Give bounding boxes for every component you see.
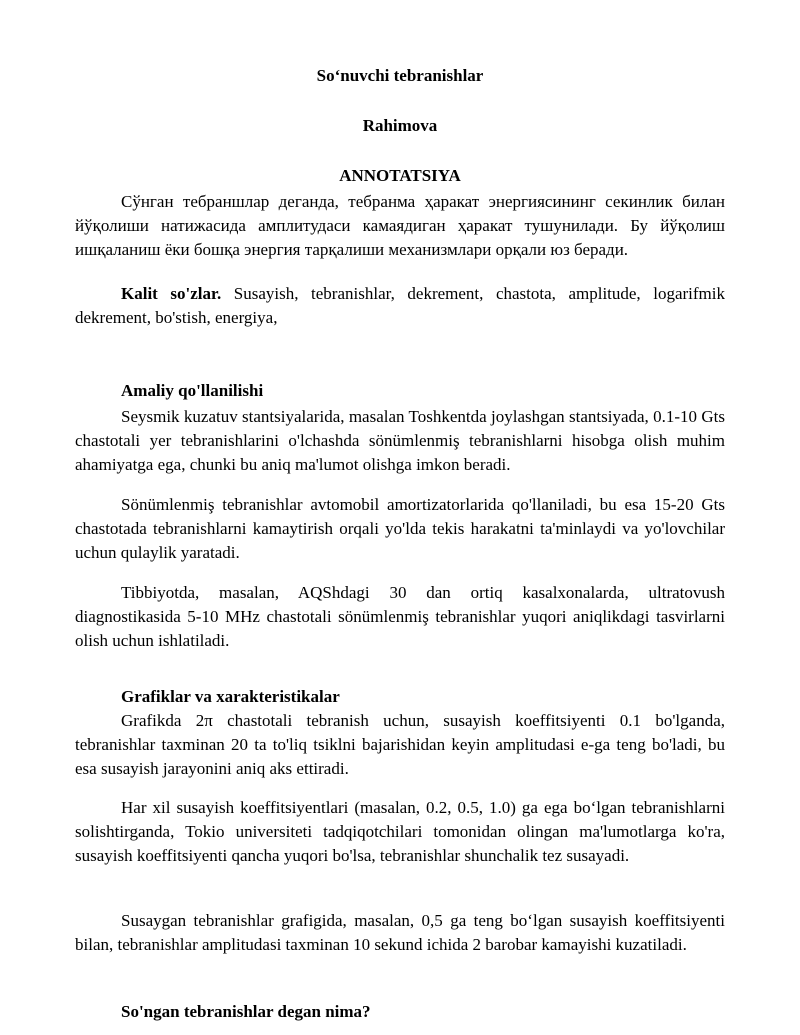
annotation-text: Сўнган тебраншлар деганда, тебранма ҳаракат энергиясининг секинлик билан йўқолиши натижасида амплитудаси камаядиган ҳаракат тушунилади. Бу йўқолиш ишқаланиш ёки бошқа энергия тарқалиши механизмлари орқали юз беради.: [75, 192, 725, 259]
document-author: Rahimova: [362, 116, 438, 135]
paragraph-automobile: Sönümlenmiş tebranishlar avtomobil amortizatorlarida qo'llaniladi, bu esa 15-20 Gts chastotada tebranishlarni kamaytirish orqali yo'lda tekis harakatni ta'minlaydi va yo'lovchilar uchun qulaylik yaratadi.: [75, 495, 725, 562]
section-heading-applications: Amaliy qo'llanilishi: [121, 381, 264, 400]
document-title: So‘nuvchi tebranishlar: [316, 66, 484, 85]
keywords-text: Susayish, tebranishlar, dekrement, chastota, amplitude, logarifmik dekrement, bo'stish, energiya,: [75, 284, 725, 327]
keywords-paragraph: [75, 282, 725, 330]
section-heading-definition: So'ngan tebranishlar degan nima?: [121, 1002, 371, 1021]
paragraph-medicine: Tibbiyotda, masalan, AQShdagi 30 dan ortiq kasalxonalarda, ultratovush diagnostikasida 5-10 MHz chastotali sönümlenmiş tebranishlar yuqori aniqlikdagi tasvirlarni olish uchun ishlatiladi.: [75, 583, 725, 650]
paragraph-graph-2pi: Grafikda 2π chastotali tebranish uchun, susayish koeffitsiyenti 0.1 bo'lganda, tebranishlar taxminan 20 ta to'liq tsiklni bajarishidan keyin amplitudasi e-ga teng bo'ladi, bu esa susayish jarayonini aniq aks ettiradi.: [75, 711, 725, 778]
paragraph-coefficients: Har xil susayish koeffitsiyentlari (masalan, 0.2, 0.5, 1.0) ga ega bo‘lgan tebranishlarni solishtirganda, Tokio universiteti tadqiqotchilari tomonidan olingan ma'lumotlarga ko'ra, susayish koeffitsiyenti qancha yuqori bo'lsa, tebranishlar shunchalik tez susayadi.: [75, 798, 725, 865]
keywords-label: Kalit so'zlar.: [121, 284, 222, 303]
paragraph-graph-half: Susaygan tebranishlar grafigida, masalan, 0,5 ga teng bo‘lgan susayish koeffitsiyenti bilan, tebranishlar amplitudasi taxminan 10 sekund ichida 2 barobar kamayishi kuzatiladi.: [75, 911, 725, 954]
paragraph-seismic: Seysmik kuzatuv stantsiyalarida, masalan Toshkentda joylashgan stantsiyada, 0.1-10 Gts chastotali yer tebranishlarini o'lchashda sönümlenmiş tebranishlarni hisobga olish muhim ahamiyatga ega, chunki bu aniq ma'lumot olishga imkon beradi.: [75, 407, 725, 474]
section-heading-graphs: Grafiklar va xarakteristikalar: [121, 687, 340, 706]
annotation-heading: ANNOTATSIYA: [339, 166, 461, 185]
